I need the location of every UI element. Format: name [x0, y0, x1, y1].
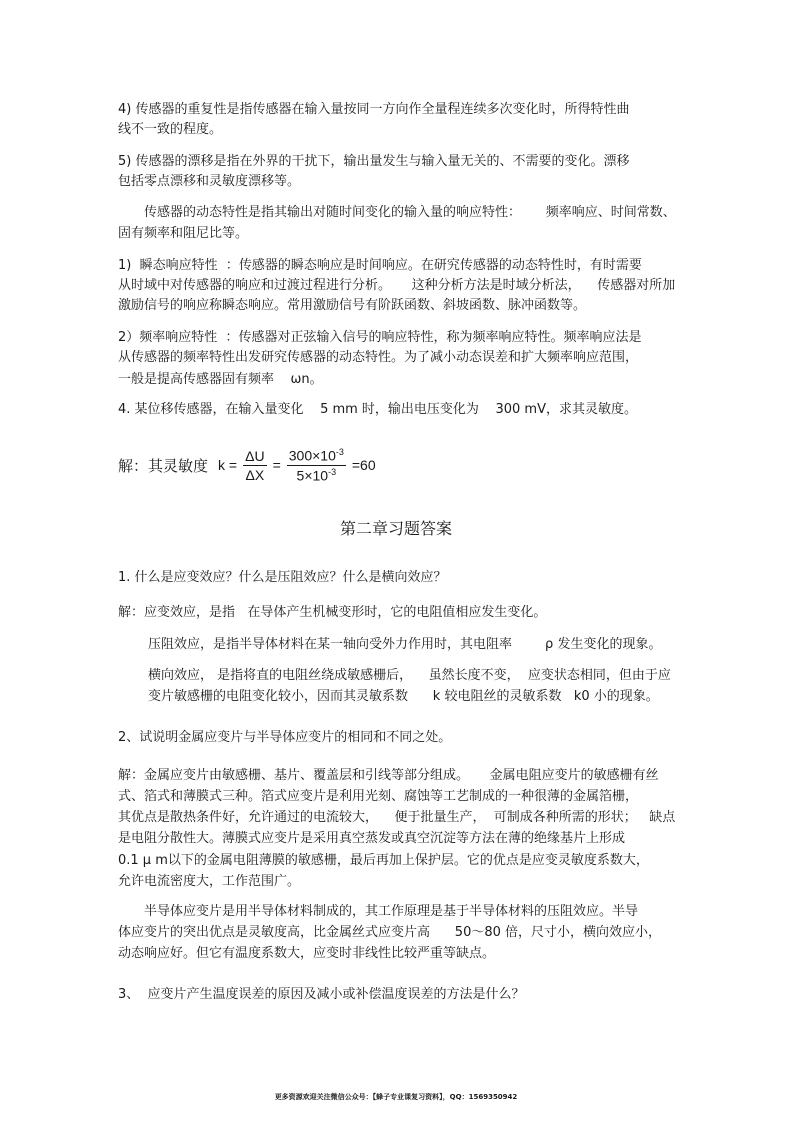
text-line: 从时域中对传感器的响应和过渡过程进行分析。 这种分析方法是时域分析法， 传感器对所加: [118, 278, 676, 293]
sensitivity-formula: [118, 440, 378, 490]
text-line: 压阻效应，是指半导体材料在某一轴向受外力作用时，其电阻率 ρ 发生变化的现象。: [148, 637, 662, 652]
text-line: 线不一致的程度。: [118, 122, 223, 137]
text-line: 其优点是散热条件好，允许通过的电流较大， 便于批量生产， 可制成各种所需的形状； 缺点: [118, 810, 676, 825]
chapter-heading: 第二章习题答案: [339, 519, 452, 538]
formula-result: =60: [351, 457, 376, 473]
text-line: 4) 传感器的重复性是指传感器在输入量按同一方向作全量程连续多次变化时，所得特性曲: [118, 102, 630, 117]
denominator: [297, 466, 337, 484]
text-line: 2）频率响应特性 ：传感器对正弦输入信号的响应特性，称为频率响应特性。频率响应法是: [118, 330, 642, 345]
text-line: 解：应变效应，是指 在导体产生机械变形时，它的电阻值相应发生变化。: [118, 605, 547, 620]
formula-prefix: 解：其灵敏度: [118, 456, 209, 475]
text-line: 解：金属应变片由敏感栅、基片、覆盖层和引线等部分组成。 金属电阻应变片的敏感栅有丝: [118, 768, 659, 783]
text-line: 体应变片的突出优点是灵敏度高，比金属丝式应变片高 50～80 倍，尺寸小，横向效应小，: [118, 925, 662, 940]
text-line: 横向效应， 是指将直的电阻丝绕成敏感栅后， 虽然长度不变， 应变状态相同，但由于应: [148, 668, 671, 683]
formula-k: k =: [218, 457, 238, 473]
formula-equals: =: [272, 457, 281, 473]
denominator-exponent: -3: [328, 466, 337, 477]
text-line: 5) 传感器的漂移是指在外界的干扰下，输出量发生与输入量无关的、不需要的变化。漂移: [118, 154, 630, 169]
numerator-base: 300×10: [288, 447, 336, 464]
text-line: 允许电流密度大，工作范围广。: [118, 874, 301, 889]
question-1: 1. 什么是应变效应？什么是压阻效应？什么是横向效应？: [118, 570, 447, 585]
fraction-values: [287, 447, 346, 483]
denominator: ΔX: [245, 466, 265, 483]
text-line: 半导体应变片是用半导体材料制成的，其工作原理是基于半导体材料的压阻效应。半导: [144, 904, 639, 919]
text-line: 激励信号的响应称瞬态响应。常用激励信号有阶跃函数、斜坡函数、脉冲函数等。: [118, 298, 587, 313]
question-4: 4. 某位移传感器，在输入量变化 5 mm 时，输出电压变化为 300 mV，求其灵敏度。: [118, 402, 637, 417]
numerator: [287, 447, 346, 466]
fraction-delta: [243, 448, 266, 483]
text-line: 包括零点漂移和灵敏度漂移等。: [118, 174, 301, 189]
text-line: 动态响应好。但它有温度系数大，应变时非线性比较严重等缺点。: [118, 946, 496, 961]
text-line: 0.1 μ m以下的金属电阻薄膜的敏感栅，最后再加上保护层。它的优点是应变灵敏度系数大，: [118, 853, 649, 868]
numerator: ΔU: [245, 447, 265, 464]
footer-note: 更多资源欢迎关注微信公众号：【蜂子专业课复习资料】，QQ：1569350942: [274, 1093, 518, 1101]
text-line: 式、箔式和薄膜式三种。箔式应变片是利用光刻、腐蚀等工艺制成的一种很薄的金属箔栅，: [118, 789, 639, 804]
question-2: 2、试说明金属应变片与半导体应变片的相同和不同之处。: [118, 730, 452, 745]
text-line: 传感器的动态特性是指其输出对随时间变化的输入量的响应特性： 频率响应、时间常数、: [144, 205, 676, 220]
question-3: 3、 应变片产生温度误差的原因及减小或补偿温度误差的方法是什么？: [118, 987, 525, 1002]
text-line: 变片敏感栅的电阻变化较小，因而其灵敏系数 k 较电阻丝的灵敏系数 k0 小的现象。: [148, 689, 659, 704]
text-line: 1) 瞬态响应特性 ：传感器的瞬态响应是时间响应。在研究传感器的动态特性时，有时需要: [118, 258, 642, 273]
denominator-base: 5×10: [296, 467, 329, 484]
text-line: 一般是提高传感器固有频率 ωn。: [118, 372, 323, 387]
text-line: 固有频率和阻尼比等。: [118, 226, 249, 241]
text-line: 从传感器的频率特性出发研究传感器的动态特性。为了减小动态误差和扩大频率响应范围，: [118, 350, 639, 365]
numerator-exponent: -3: [335, 446, 344, 457]
text-line: 是电阻分散性大。薄膜式应变片是采用真空蒸发或真空沉淀等方法在薄的绝缘基片上形成: [118, 831, 626, 846]
